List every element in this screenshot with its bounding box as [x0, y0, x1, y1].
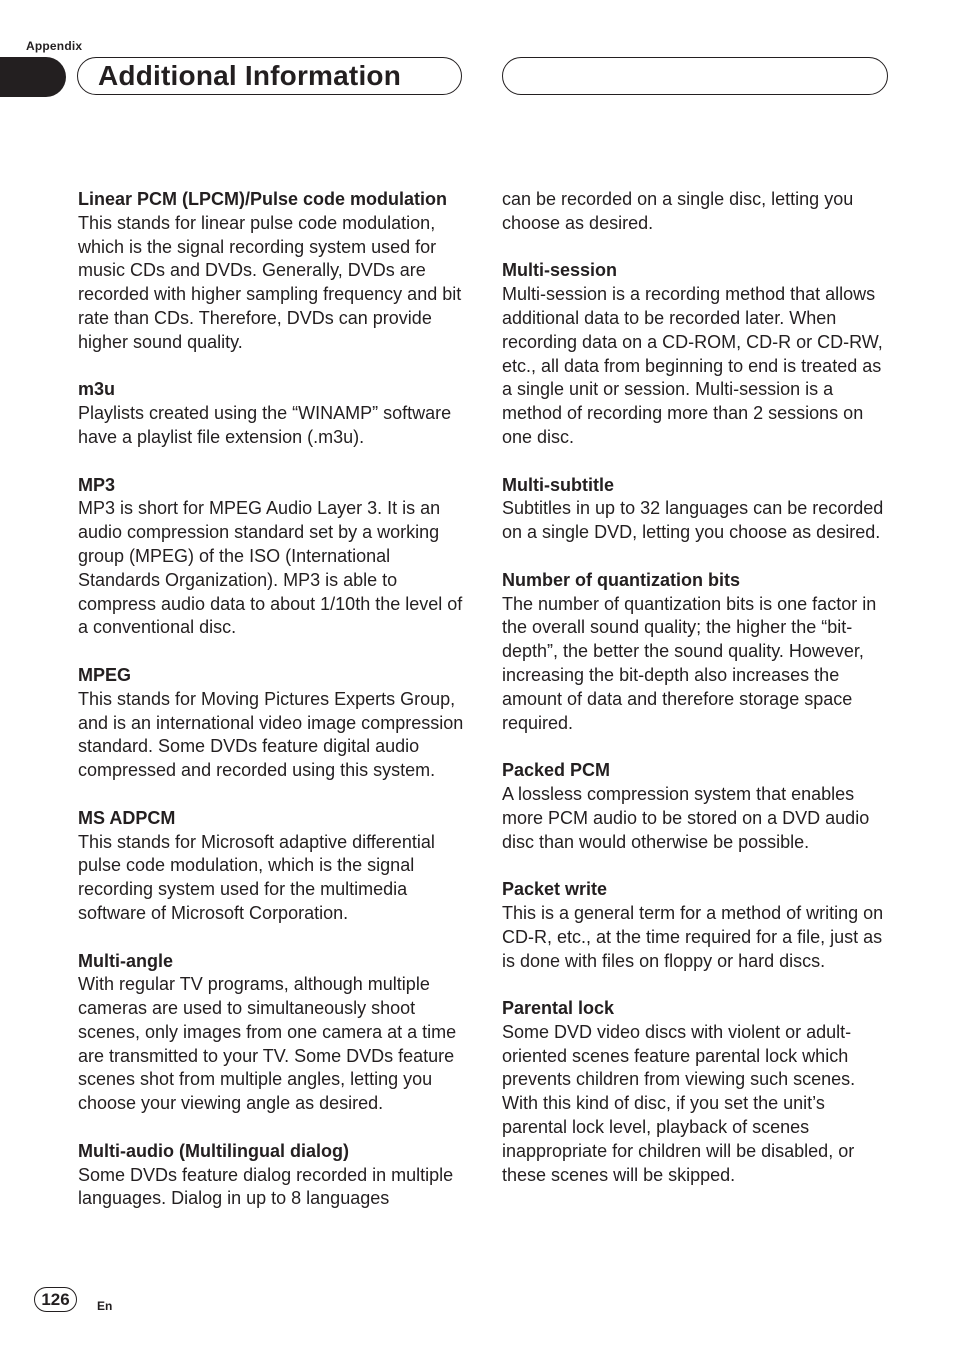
- glossary-term: m3u: [78, 379, 116, 400]
- glossary-entry: [502, 259, 890, 449]
- glossary-definition: This stands for Moving Pictures Experts Group, and is an international video image compression standard. Some DVDs feature digital audio compressed and recorded using this system.: [78, 688, 464, 781]
- continuation-entry: [502, 188, 890, 236]
- page-number-badge: [34, 1287, 77, 1312]
- glossary-term: Number of quantization bits: [502, 569, 740, 590]
- glossary-definition: With regular TV programs, although multiple cameras are used to simultaneously shoot scenes, only images from one camera at a time are transmitted to your TV. Some DVDs feature scenes shot from multiple angles, letting you choose your viewing angle as desired.: [78, 974, 457, 1114]
- glossary-entry: [78, 474, 466, 641]
- glossary-entry: [502, 474, 890, 545]
- glossary-entry: [78, 378, 466, 449]
- glossary-term: Packed PCM: [502, 760, 611, 781]
- glossary-term: MPEG: [78, 664, 132, 685]
- glossary-term: Linear PCM (LPCM)/Pulse code modulation: [78, 189, 448, 209]
- glossary-term: Multi-audio (Multilingual dialog): [78, 1140, 349, 1161]
- glossary-definition: Some DVD video discs with violent or adult-oriented scenes feature parental lock which prevents children from viewing such scenes. With this kind of disc, if you set the unit’s parental lock level, playback of scenes inappropriate for children will be disabled, or these scenes will be skipped.: [502, 1021, 856, 1185]
- glossary-entry: [78, 188, 466, 355]
- glossary-term: MS ADPCM: [78, 807, 176, 828]
- section-label: Appendix: [26, 39, 83, 53]
- glossary-entry: [78, 664, 466, 783]
- glossary-entry: [502, 759, 890, 854]
- glossary-entry: [502, 878, 890, 973]
- glossary-definition: This stands for Microsoft adaptive differential pulse code modulation, which is the signal recording system used for the multimedia software of Microsoft Corporation.: [78, 831, 435, 923]
- glossary-entry: [78, 807, 466, 926]
- glossary-entry: [78, 1140, 466, 1211]
- page-title: Additional Information: [98, 60, 402, 91]
- glossary-definition: This stands for linear pulse code modulation, which is the signal recording system used for music CDs and DVDs. Generally, DVDs are recorded with higher sampling frequency and bit rate than CDs. Therefore, DVDs can provide higher sound quality.: [78, 212, 462, 352]
- right-column: [502, 188, 890, 1211]
- glossary-definition: The number of quantization bits is one factor in the overall sound quality; the higher the “bit-depth”, the better the sound quality. However, increasing the bit-depth also increases the amount of data and therefore storage space required.: [502, 593, 877, 733]
- glossary-term: Multi-subtitle: [502, 474, 614, 495]
- continued-definition: can be recorded on a single disc, letting you choose as desired.: [502, 189, 854, 233]
- glossary-term: Parental lock: [502, 998, 615, 1019]
- empty-header-box: [502, 57, 888, 95]
- glossary-term: Multi-session: [502, 260, 618, 281]
- glossary-definition: A lossless compression system that enables more PCM audio to be stored on a DVD audio disc than would otherwise be possible.: [502, 783, 870, 852]
- language-label: En: [97, 1299, 113, 1313]
- glossary-definition: Multi-session is a recording method that allows additional data to be recorded later. When recording data on a CD-ROM, CD-R or CD-RW, etc., all data from beginning to end is treated as a single unit or session. Multi-session is a method of recording more than 2 sessions on one disc.: [502, 284, 883, 447]
- section-tab-marker: [0, 57, 66, 97]
- glossary-entry: [502, 997, 890, 1187]
- glossary-definition: Some DVDs feature dialog recorded in multiple languages. Dialog in up to 8 languages: [78, 1164, 454, 1209]
- glossary-term: MP3: [78, 474, 116, 495]
- glossary-term: Packet write: [502, 879, 608, 900]
- glossary-entry: [78, 950, 466, 1117]
- left-column: [78, 188, 466, 1235]
- glossary-definition: MP3 is short for MPEG Audio Layer 3. It is an audio compression standard set by a working group (MPEG) of the ISO (International Standards Organization). MP3 is able to compress audio data to about 1/10th the level of a conventional disc.: [78, 498, 463, 638]
- title-box: [77, 57, 462, 95]
- glossary-definition: Playlists created using the “WINAMP” software have a playlist file extension (.m3u).: [78, 403, 452, 447]
- glossary-entry: [502, 569, 890, 736]
- page-number: 126: [41, 1289, 70, 1309]
- glossary-definition: This is a general term for a method of writing on CD-R, etc., at the time required for a file, just as is done with files on floppy or hard discs.: [502, 902, 884, 971]
- glossary-term: Multi-angle: [78, 950, 173, 971]
- glossary-definition: Subtitles in up to 32 languages can be recorded on a single DVD, letting you choose as desired.: [502, 498, 884, 543]
